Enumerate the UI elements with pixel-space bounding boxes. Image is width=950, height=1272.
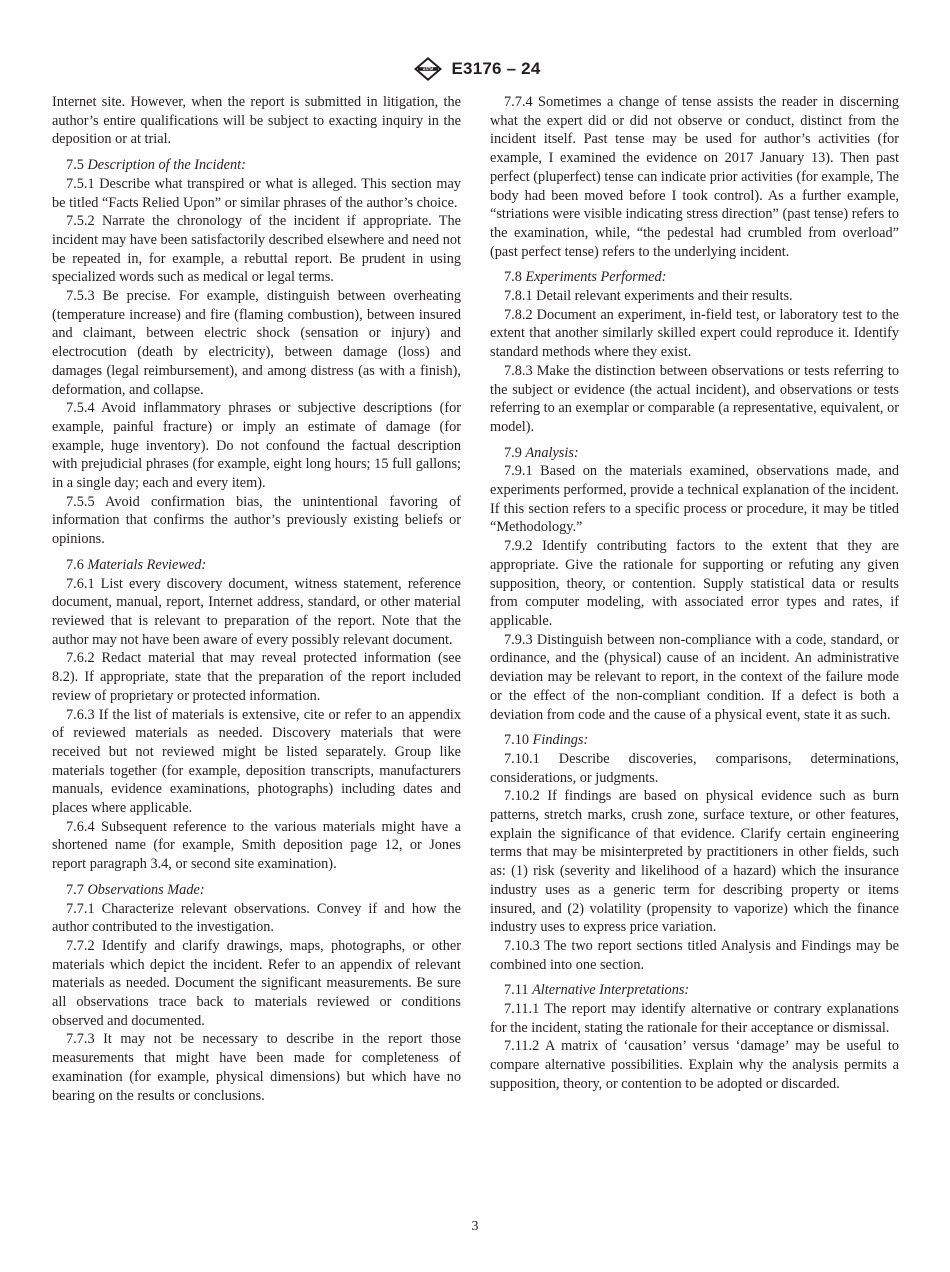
section-title: Analysis:	[525, 444, 579, 461]
section-number: 7.6	[66, 556, 84, 573]
paragraph-7-10-2: 7.10.2 If findings are based on physical evidence such as burn patterns, stretch marks, crush zone, surface texture, or other features, explain the significance of that evidence. Clarify certain engineering terms that may be misinterpreted by practitioners in other fields, such as: (1) risk (severity and likelihood of a hazard) which the insurance industry uses as a generic term for describing property or items insured, and (2) volatility (propensity to vaporize) which the finance industry uses to express price variation.	[490, 788, 899, 936]
paragraph-7-7-4: 7.7.4 Sometimes a change of tense assists the reader in discerning what the expert did or did not observe or conduct, distinct from the incident itself. Past tense may be used for author’s activities (for example, I examined the evidence on 2017 January 13). Then past perfect (pluperfect) tense can indicate prior activities (for example, The body had been moved before I took control). As a further example, “striations were visible indicating stress direction” (past tense) refers to the examination, while, “the pedestal had crumbled from overload” (past perfect tense) refers to the underlying incident.	[490, 94, 899, 260]
section-number: 7.5	[66, 157, 84, 174]
section-title: Description of the Incident:	[87, 157, 246, 174]
paragraph-7-5-5: 7.5.5 Avoid confirmation bias, the unintentional favoring of information that confirms the author’s previously existing beliefs or opinions.	[52, 493, 461, 548]
paragraph-7-9-1: 7.9.1 Based on the materials examined, observations made, and experiments performed, provide a technical explanation of the incident. If this section refers to a specific process or procedure, it may be titled “Methodology.”	[490, 463, 899, 536]
section-title: Observations Made:	[87, 881, 205, 898]
paragraph-7-11-1: 7.11.1 The report may identify alternative or contrary explanations for the incident, stating the rationale for their acceptance or dismissal.	[490, 1001, 899, 1036]
section-7-7-heading	[52, 881, 461, 900]
section-7-10-heading	[490, 731, 899, 750]
paragraph-7-7-3: 7.7.3 It may not be necessary to describe in the report those measurements that might have been made for completeness of examination (for example, physical dimensions) but which have no bearing on the results or conclusions.	[52, 1031, 461, 1104]
section-title: Experiments Performed:	[525, 269, 667, 286]
paragraph-7-5-2: 7.5.2 Narrate the chronology of the incident if appropriate. The incident may have been satisfactorily described elsewhere and need not be repeated in, for example, a rebuttal report. Be prudent in using specialized words such as medical or legal terms.	[52, 213, 461, 286]
paragraph-7-8-2: 7.8.2 Document an experiment, in-field test, or laboratory test to the extent that another similarly skilled expert could reproduce it. Identify standard methods where they exist.	[490, 306, 899, 361]
section-title: Alternative Interpretations:	[532, 982, 690, 999]
section-7-6-heading	[52, 556, 461, 575]
paragraph-intro-continued: Internet site. However, when the report is submitted in litigation, the author’s entire qualifications will be subject to exacting inquiry in the deposition or at trial.	[52, 94, 461, 148]
astm-logo-icon	[410, 56, 446, 82]
right-column	[490, 93, 899, 1094]
paragraph-7-10-1: 7.10.1 Describe discoveries, comparisons, determinations, considerations, or judgments.	[490, 750, 899, 786]
paragraph-7-7-2: 7.7.2 Identify and clarify drawings, maps, photographs, or other materials which depict the incident. Refer to an appendix of relevant materials as needed. Document the significant measurements. Be sure all observations trace back to materials reviewed or conditions observed and documented.	[52, 937, 461, 1029]
paragraph-7-6-4: 7.6.4 Subsequent reference to the various materials might have a shortened name (for example, Smith deposition page 12, or Jones report paragraph 3.4, or second site examination).	[52, 818, 461, 873]
section-7-5-heading	[52, 156, 461, 175]
section-number: 7.7	[66, 881, 84, 898]
astm-logo-text: ASTM	[422, 67, 433, 72]
paragraph-7-6-2: 7.6.2 Redact material that may reveal protected information (see 8.2). If appropriate, state that the preparation of the report included review of proprietary or protected information.	[52, 650, 461, 704]
paragraph-7-6-1: 7.6.1 List every discovery document, witness statement, reference document, manual, report, Internet address, standard, or other material reviewed that is relevant to preparation of the report. Note that the author may not have been aware of every possibly relevant document.	[52, 575, 461, 648]
section-7-11-heading	[490, 981, 899, 1000]
paragraph-7-6-3: 7.6.3 If the list of materials is extensive, cite or refer to an appendix of reviewed materials as needed. Discovery materials that were received but not reviewed might be listed separately. Group like materials together (for example, deposition transcripts, manufacturers manuals, evidence examinations, photographs) including dates and places where applicable.	[52, 706, 461, 817]
paragraph-7-5-1: 7.5.1 Describe what transpired or what is alleged. This section may be titled “Facts Relied Upon” or similar phrases of the author’s choice.	[52, 175, 461, 211]
section-7-8-heading	[490, 268, 899, 287]
left-column	[52, 93, 461, 1105]
paragraph-7-8-3: 7.8.3 Make the distinction between observations or tests referring to the subject or evidence (the actual incident), and observations or tests referring to an exemplar or comparable (a representative, equivalent, or model).	[490, 362, 899, 435]
paragraph-7-8-1: 7.8.1 Detail relevant experiments and their results.	[504, 288, 793, 305]
section-number: 7.9	[504, 444, 522, 461]
section-number: 7.10	[504, 732, 530, 749]
section-number: 7.11	[504, 982, 529, 999]
paragraph-7-5-4: 7.5.4 Avoid inflammatory phrases or subjective descriptions (for example, painful fracture) or imply an estimate of damage (for example, huge inventory). Do not confound the factual description with prejudicial phrases (for example, eight long hours; 15 full gallons; in a single day; each and every item).	[52, 400, 461, 492]
page-number: 3	[471, 1219, 479, 1234]
section-title: Materials Reviewed:	[87, 556, 207, 573]
page-header	[0, 56, 950, 82]
document-id: E3176 – 24	[451, 59, 541, 78]
paragraph-7-11-2: 7.11.2 A matrix of ‘causation’ versus ‘damage’ may be useful to compare alternative possibilities. Explain why the analysis permits a supposition, theory, or contention to be adopted or discarded.	[490, 1038, 899, 1092]
paragraph-7-10-3: 7.10.3 The two report sections titled Analysis and Findings may be combined into one section.	[490, 937, 899, 973]
paragraph-7-9-2: 7.9.2 Identify contributing factors to the extent that they are appropriate. Give the rationale for supporting or refuting any given supposition, theory, or contention. Supply statistical data or results from computer modeling, with associated error types and rates, if applicable.	[490, 538, 899, 629]
paragraph-7-7-1: 7.7.1 Characterize relevant observations. Convey if and how the author contributed to the investigation.	[52, 900, 461, 936]
paragraph-7-5-3: 7.5.3 Be precise. For example, distinguish between overheating (temperature increase) and fire (flaming combustion), between insured and claimant, between electric shock (sensation or injury) and electrocution (death by electricity), between damage (loss) and damages (legal reimbursement), and among distress (as with a finish), deformation, and collapse.	[52, 288, 461, 398]
section-7-9-heading	[490, 444, 899, 463]
section-number: 7.8	[504, 269, 522, 286]
paragraph-7-9-3: 7.9.3 Distinguish between non-compliance with a code, standard, or ordinance, and the (physical) cause of an incident. An administrative deviation may be relevant to report, in the context of the failure mode or the effect of the non-compliant condition. If a defect is both a deviation from code and the cause of a physical event, state it as such.	[490, 631, 899, 723]
section-title: Findings:	[532, 732, 589, 749]
